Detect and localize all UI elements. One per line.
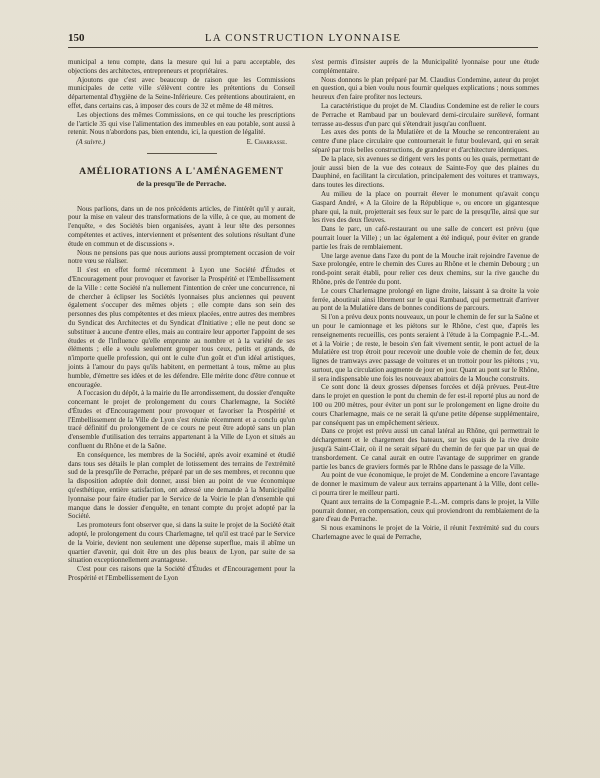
right-column bbox=[312, 58, 539, 542]
body-paragraph: Il s'est en effet formé récemment à Lyon une Société d'Études et d'Encouragement pour provoquer et favoriser la Prospérité et l'Embellissement de la Ville : cette Société n'a nullement l'intention de créer une concurrence, ni de chercher à éclipser les Sociétés lyonnaises plus anciennes qui peuvent également s'occuper des mêmes objets ; elle compte dans son sein des personnes des plus compétentes et des mieux placées, entre autres des membres du Syndicat des Architectes et du Syndicat d'Initiative ; elle ne peut donc se substituer à aucune d'entre elles, mais au contraire leur apporter l'appoint de ses études et de l'influence qu'elle emprunte au nombre et à la variété de ses éléments ; elle a voulu seulement grouper tous ceux, petits et grands, de n'importe quelle profession, qui ont le culte d'un goût et d'un idéal artistiques, joints à l'amour du pays qu'ils habitent, en permettant à tous, même au plus humble, d'émettre ses idées et de les défendre. Elle mérite donc d'être connue et encouragée. bbox=[68, 266, 295, 389]
left-column bbox=[68, 58, 295, 583]
body-paragraph: La caractéristique du projet de M. Claudius Condemine est de relier le cours de Perrache et Rambaud par un boulevard demi-circulaire surélevé, formant terrasse au-dessus d'un parc qui s'étendrait jusqu'au confluent. bbox=[312, 101, 539, 128]
body-paragraph: Quant aux terrains de la Compagnie P.-L.-M. compris dans le projet, la Ville pourrait donner, en compensation, ceux qui proviendront du remblaiement de la gare d'eau de Perrache. bbox=[312, 497, 539, 524]
body-paragraph: Si l'on a prévu deux ponts nouveaux, un pour le chemin de fer sur la Saône et un pour le camionnage et les piétons sur le Rhône, c'est que, d'après les renseignements recueillis, ces ponts seraient à l'étude à la Compagnie P.-L.-M. et à la Voirie ; de reste, le besoin s'en fait vivement sentir, le pont actuel de la Mulatière est trop étroit pour recevoir une double voie de chemin de fer, deux lignes de tramways avec passage de voitures et un trottoir pour les piétons ; vu, surtout, que la circulation augmente de jour en jour. Quant au pont sur le Rhône, il sera indispensable une fois les nouveaux abattoirs de la Mouche construits. bbox=[312, 313, 539, 383]
article-signature bbox=[68, 138, 295, 147]
section-title: AMÉLIORATIONS A L'AMÉNAGEMENT bbox=[79, 165, 284, 177]
body-paragraph: Si nous examinons le projet de la Voirie, il réunit l'extrémité sud du cours Charlemagne avec le quai de Perrache, bbox=[312, 524, 539, 542]
section-subtitle: de la presqu'île de Perrache. bbox=[136, 178, 227, 188]
page-number: 150 bbox=[68, 32, 85, 44]
intro-paragraph: Les objections des mêmes Commissions, en ce qui touche les prescriptions de l'article 35 qui vise l'alimentation des immeubles en eau potable, sont aussi à retenir. Nous n'abordons pas, bien entendu, ici, la question de légalité. bbox=[68, 110, 295, 137]
body-paragraph: Le cours Charlemagne prolongé en ligne droite, laissant à sa droite la voie ferrée, aboutirait ainsi librement sur le quai Rambaud, qui permettrait d'arriver au pont de la Mulatière dans de bonnes conditions de parcours. bbox=[312, 286, 539, 313]
journal-title: LA CONSTRUCTION LYONNAISE bbox=[204, 32, 402, 44]
body-paragraph: A l'occasion du dépôt, à la mairie du IIe arrondissement, du dossier d'enquête concernant le projet de prolongement du cours Charlemagne, la Société d'Études et d'Encouragement pour provoquer et favoriser la Prospérité et l'Embellissement de la Ville de Lyon s'est réunie récemment et a conclu qu'un tracé définitif du prolongement de ce cours ne peut être adopté sans un plan d'ensemble d'utilisation des terrains appartenant à la Ville de Lyon et situés au confluent du Rhône et de la Saône. bbox=[68, 389, 295, 451]
body-paragraph: Dans ce projet est prévu aussi un canal latéral au Rhône, qui permettrait le déchargement et le chargement des bateaux, sur les quais de la rive droite jusqu'à Saint-Clair, où il ne serait séparé du chemin de fer que par un quai de transbordement. Ce canal aurait en outre l'avantage de supprimer en grande partie les bancs de graviers formés par le Rhône dans le passage de la Ville. bbox=[312, 427, 539, 471]
page-header bbox=[68, 30, 538, 48]
body-paragraph: Nous parlions, dans un de nos précédents articles, de l'intérêt qu'il y aurait, pour la mise en valeur des transformations de la ville, à ce que, au moment de l'enquête, « des Sociétés bien organisées, ayant à leur tête des personnes compétentes et actives, interviennent et présentent des solutions résultant d'une étude en commun et de discussions ». bbox=[68, 204, 295, 248]
intro-paragraph: municipal a tenu compte, dans la mesure qui lui a paru acceptable, des objections des architectes, entrepreneurs et propriétaires. bbox=[68, 58, 295, 75]
body-paragraph: Au milieu de la place on pourrait élever le monument qu'avait conçu Gaspard André, « A la Gloire de la République », ou encore un gigantesque phare qui, la nuit, projetterait ses feux sur le parc de la presqu'île, ainsi que sur les rives des deux fleuves. bbox=[312, 189, 539, 225]
body-paragraph: Au point de vue économique, le projet de M. Condemine a encore l'avantage de donner le maximum de valeur aux terrains appartenant à la Ville, dont celle-ci pourra tirer le meilleur parti. bbox=[312, 471, 539, 498]
section-divider bbox=[147, 153, 217, 154]
body-paragraph: En conséquence, les membres de la Société, après avoir examiné et étudié dans tous ses détails le plan complet de lotissement des terrains de l'extrémité sud de la presqu'île de Perrache, préparé par un de ses membres, et reconnu que la disposition adoptée doit donner, aussi bien au point de vue économique qu'esthétique, entière satisfaction, ont adressé une demande à la Municipalité lyonnaise pour faire étudier par le Service de la Voirie le plan d'ensemble qui manque dans le dossier d'enquête, en tenant compte du projet adopté par la Société. bbox=[68, 450, 295, 521]
body-paragraph: Nous donnons le plan préparé par M. Claudius Condemine, auteur du projet en question, qui a bien voulu nous fournir quelques explications ; nous sommes heureux d'en faire profiter nos lecteurs. bbox=[312, 75, 539, 102]
body-paragraph: Nous ne pensions pas que nous aurions aussi promptement occasion de voir notre vœu se réaliser. bbox=[68, 248, 295, 266]
body-paragraph: Les axes des ponts de la Mulatière et de la Mouche se rencontreraient au centre d'une place circulaire que contournerait le futur boulevard, qui en serait séparé par trois belles constructions, de grandeur et d'architecture identiques. bbox=[312, 128, 539, 154]
body-paragraph: s'est permis d'insister auprès de la Municipalité lyonnaise pour une étude complémentaire. bbox=[312, 58, 539, 75]
to-be-continued: (A suivre.) bbox=[76, 138, 106, 147]
body-paragraph: Les promoteurs font observer que, si dans la suite le projet de la Société était adopté, le prolongement du cours Charlemagne, tel qu'il est tracé par le Service de la Voirie, devient non seulement une dépense superflue, mais il abîme un quartier d'avenir, qui doit être un des plus beaux de Lyon, par suite de sa situation exceptionnellement avantageuse. bbox=[68, 521, 295, 565]
intro-paragraph: Ajoutons que c'est avec beaucoup de raison que les Commissions municipales de cette ville s'élèvent contre les prétentions du Conseil départemental d'hygiène de la Seine-Inférieure. Ces prétentions aboutiraient, en effet, dans certains cas, à imposer des cours de 32 et même de 48 mètres. bbox=[68, 75, 295, 110]
author-name: E. Charrasse. bbox=[246, 138, 287, 147]
body-paragraph: Dans le parc, un café-restaurant ou une salle de concert est prévu (que pourrait louer la Ville) ; un lac également a été indiqué, pour éviter en grande partie les frais de remblaiement. bbox=[312, 225, 539, 251]
body-paragraph: Ce sont donc là deux grosses dépenses forcées et déjà prévues. Peut-être dans le projet en question le pont du chemin de fer est-il reporté plus au nord de 100 ou 200 mètres, pour éviter un pont sur le prolongement en ligne droite du cours Charlemagne, mais ce ne serait là qu'une petite dépense supplémentaire, par conséquent pas un empêchement sérieux. bbox=[312, 383, 539, 427]
body-paragraph: Une large avenue dans l'axe du pont de la Mouche irait rejoindre l'avenue de Saxe prolongée, entre le chemin des Cures au Rhône et le chemin Debourg ; un rond-point serait établi, pour relier ces deux chemins, sur la rive gauche du Rhône, près de l'entrée du pont. bbox=[312, 251, 539, 286]
body-paragraph: C'est pour ces raisons que la Société d'Études et d'Encouragement pour la Prospérité et l'Embellissement de Lyon bbox=[68, 565, 295, 583]
body-paragraph: De la place, six avenues se dirigent vers les ponts ou les quais, permettant de jouir aussi bien de la vue des coteaux de Sainte-Foy que des plaines du Dauphiné, en facilitant la circulation, principalement des voitures et tramways, dans toutes les directions. bbox=[312, 154, 539, 190]
